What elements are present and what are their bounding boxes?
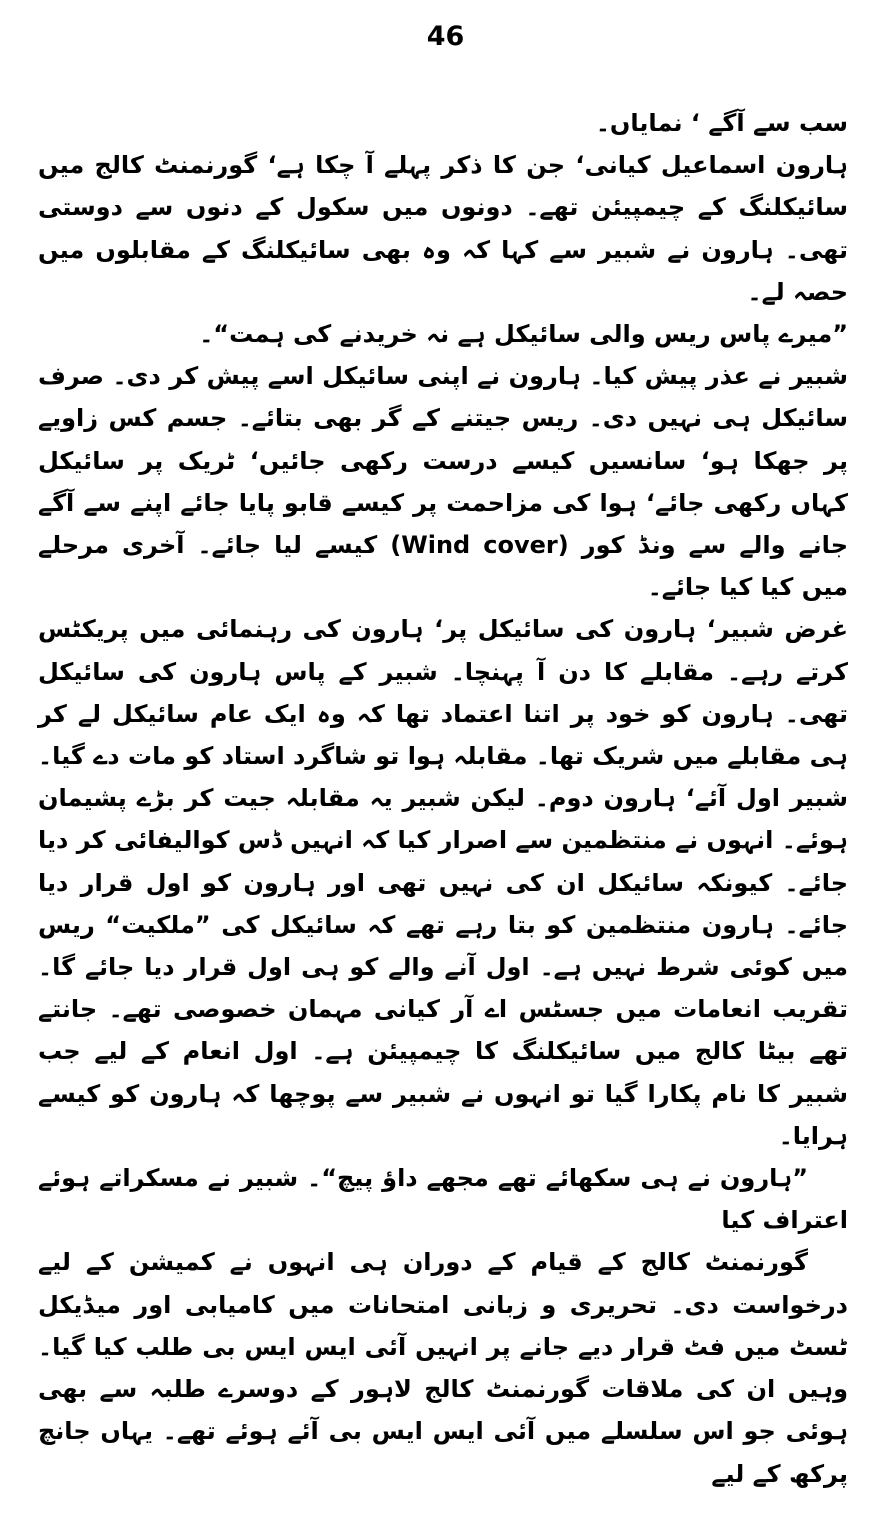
paragraph-2: ہارون اسماعیل کیانی‘ جن کا ذکر پہلے آ چکا ہے‘ گورنمنٹ کالج میں سائیکلنگ کے چیمپیئن تھے۔ دونوں میں سکول کے دنوں سے دوستی تھی۔ ہارون نے شبیر سے کہا کہ وہ بھی سائیکلنگ کے مقابلوں میں حصہ لے۔ [38,151,848,306]
paragraph-1: سب سے آگے ‘ نمایاں۔ [595,109,848,137]
paragraph-4: شبیر نے عذر پیش کیا۔ ہارون نے اپنی سائیکل اسے پیش کر دی۔ صرف سائیکل ہی نہیں دی۔ ریس جیتنے کے گر بھی بتائے۔ جسم کس زاویے پر جھکا ہو‘ سانسیں کیسے درست رکھی جائیں‘ ٹریک پر سائیکل کہاں رکھی جائے‘ ہوا کی مزاحمت پر کیسے قابو پایا جائے اپنے سے آگے جانے والے سے ونڈ کور (Wind cover) کیسے لیا جائے۔ آخری مرحلے میں کیا کیا جائے۔ [38,362,848,602]
paragraph-6-quote: ”ہارون نے ہی سکھائے تھے مجھے داؤ پیچ“۔ شبیر نے مسکراتے ہوئے اعتراف کیا [38,1164,848,1235]
page-body [38,102,848,1495]
paragraph-7: گورنمنٹ کالج کے قیام کے دوران ہی انہوں نے کمیشن کے لیے درخواست دی۔ تحریری و زبانی امتحانات میں کامیابی اور میڈیکل ٹسٹ میں فٹ قرار دیے جانے پر انہیں آئی ایس ایس بی طلب کیا گیا۔ وہیں ان کی ملاقات گورنمنٹ کالج لاہور کے دوسرے طلبہ سے بھی ہوئی جو اس سلسلے میں آئی ایس ایس بی آئے ہوئے تھے۔ یہاں جانچ پرکھ کے لیے [38,1248,848,1488]
paragraph-3-quote: ”میرے پاس ریس والی سائیکل ہے نہ خریدنے کی ہمت“۔ [199,320,848,349]
page-number: 46 [426,21,465,52]
paragraph-5: غرض شبیر‘ ہارون کی سائیکل پر‘ ہارون کی رہنمائی میں پریکٹس کرتے رہے۔ مقابلے کا دن آ پہنچا۔ شبیر کے پاس ہارون کی سائیکل تھی۔ ہارون کو خود پر اتنا اعتماد تھا کہ وہ ایک عام سائیکل لے کر ہی مقابلے میں شریک تھا۔ مقابلہ ہوا تو شاگرد استاد کو مات دے گیا۔ شبیر اول آئے‘ ہارون دوم۔ لیکن شبیر یہ مقابلہ جیت کر بڑے پشیمان ہوئے۔ انہوں نے منتظمین سے اصرار کیا کہ انہیں ڈس کوالیفائی کر دیا جائے۔ کیونکہ سائیکل ان کی نہیں تھی اور ہارون کو اول قرار دیا جائے۔ ہارون منتظمین کو بتا رہے تھے کہ سائیکل کی ”ملکیت“ ریس میں کوئی شرط نہیں ہے۔ اول آنے والے کو ہی اول قرار دیا جائے گا۔ تقریب انعامات میں جسٹس اے آر کیانی مہمان خصوصی تھے۔ جانتے تھے بیٹا کالج میں سائیکلنگ کا چیمپیئن ہے۔ اول انعام کے لیے جب شبیر کا نام پکارا گیا تو انہوں نے شبیر سے پوچھا کہ ہارون کو کیسے ہرایا۔ [38,615,848,1150]
